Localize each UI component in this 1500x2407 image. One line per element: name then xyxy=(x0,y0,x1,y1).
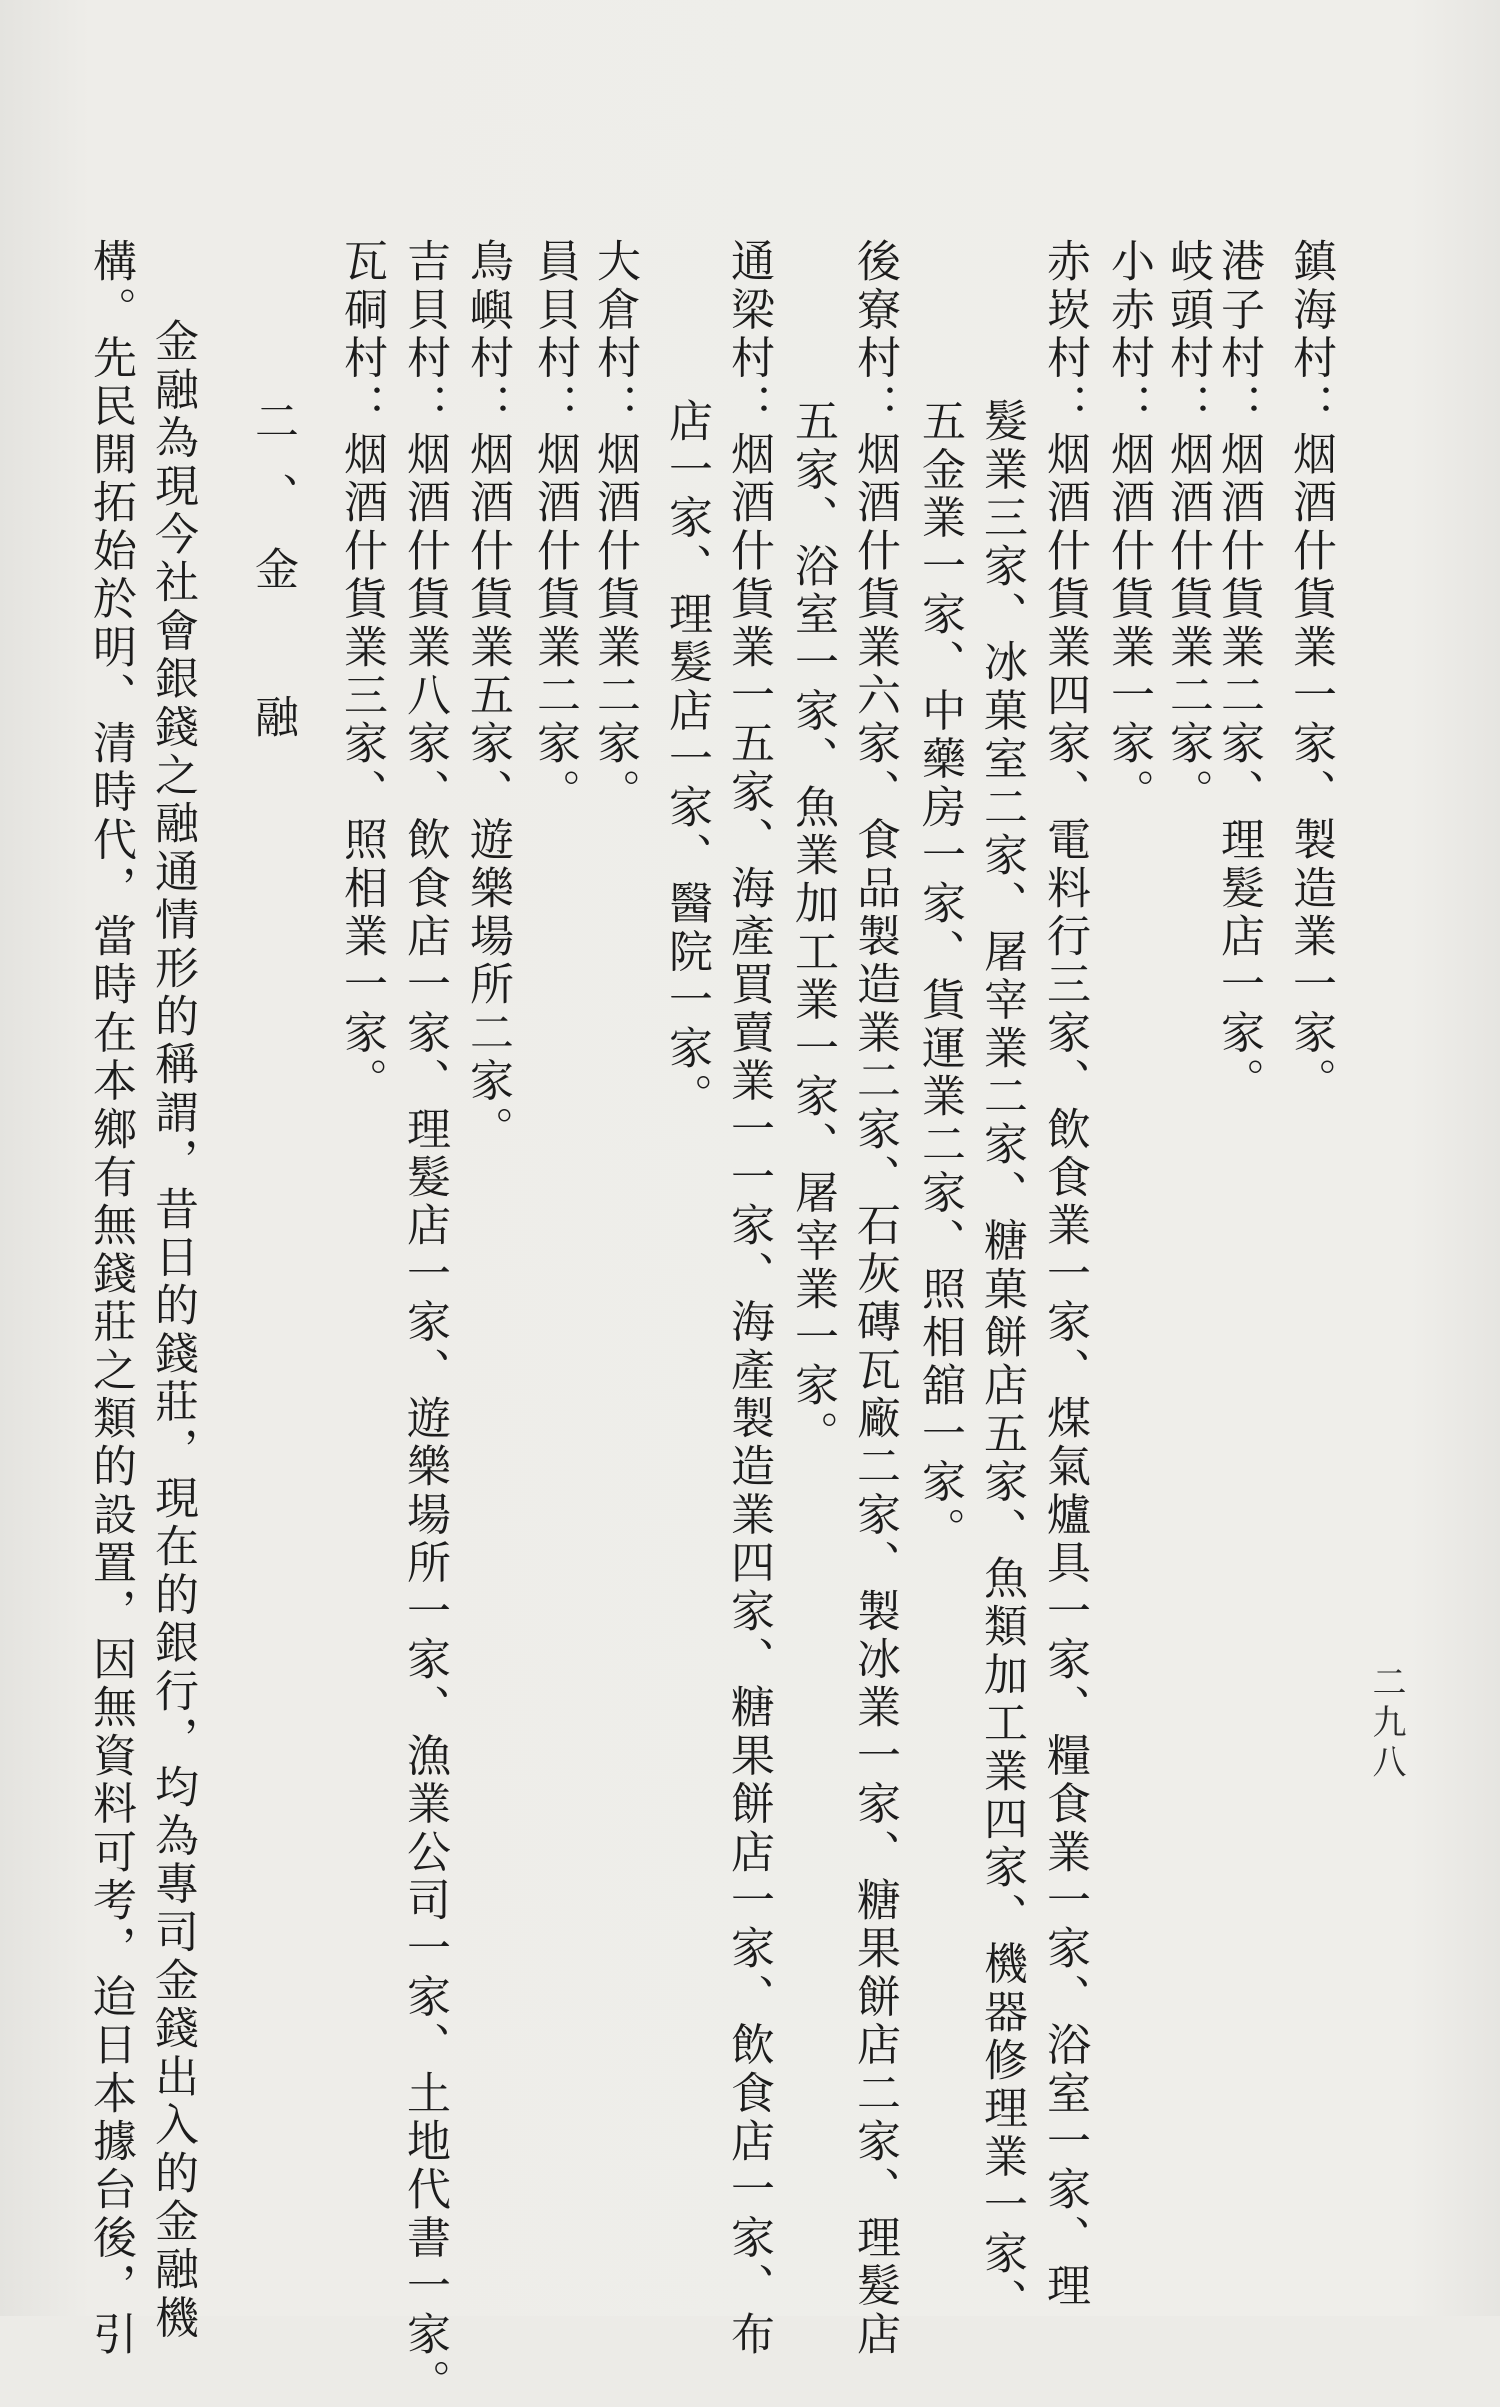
column-qitou: 岐頭村：烟酒什貨業二家。 xyxy=(1162,238,1213,817)
column-yuanbei: 員貝村：烟酒什貨業二家。 xyxy=(529,238,580,817)
column-zhenhai: 鎮海村：烟酒什貨業一家、製造業一家。 xyxy=(1285,238,1336,1106)
column-watong: 瓦硐村：烟酒什貨業三家、照相業一家。 xyxy=(336,238,387,1106)
paragraph-line-2: 構。先民開拓始於明、清時代，當時在本鄉有無錢莊之類的設置，因無資料可考，迨日本據台後，引 xyxy=(85,238,136,2359)
column-houliao: 後寮村：烟酒什貨業六家、食品製造業二家、石灰磚瓦廠二家、製冰業一家、糖果餅店二家、理髮店 xyxy=(849,238,900,2359)
paragraph-line-1: 金融為現今社會銀錢之融通情形的稱謂，昔日的錢莊，現在的銀行，均為專司金錢出入的金融機 xyxy=(147,318,198,2343)
column-chikan: 赤崁村：烟酒什貨業四家、電料行三家、飲食業一家、煤氣爐具一家、糧食業一家、浴室一家、理 xyxy=(1039,238,1090,2311)
column-niaoyu: 鳥嶼村：烟酒什貨業五家、遊樂場所二家。 xyxy=(462,238,513,1154)
column-chikan-cont2: 五金業一家、中藥房一家、貨運業二家、照相舘一家。 xyxy=(914,398,965,1555)
section-heading-finance: 二、金 融 xyxy=(247,398,298,768)
column-houliao-cont: 五家、浴室一家、魚業加工業一家、屠宰業一家。 xyxy=(787,398,838,1459)
column-jibei: 吉貝村：烟酒什貨業八家、飲食店一家、理髮店一家、遊樂場所一家、漁業公司一家、土地代書一家。 xyxy=(399,238,450,2407)
column-chikan-cont1: 髮業三家、冰菓室二家、屠宰業二家、糖菓餅店五家、魚類加工業四家、機器修理業一家、 xyxy=(976,398,1027,2326)
column-xiaochi: 小赤村：烟酒什貨業一家。 xyxy=(1103,238,1154,817)
column-dacang: 大倉村：烟酒什貨業二家。 xyxy=(589,238,640,817)
column-tongliang: 通梁村：烟酒什貨業一五家、海產買賣業一一家、海產製造業四家、糖果餅店一家、飲食店一家、布 xyxy=(723,238,774,2359)
column-gangzi: 港子村：烟酒什貨業二家、理髮店一家。 xyxy=(1213,238,1264,1106)
column-tongliang-cont: 店一家、理髮店一家、醫院一家。 xyxy=(661,398,712,1121)
page-number: 二九八 xyxy=(1366,1664,1406,1784)
